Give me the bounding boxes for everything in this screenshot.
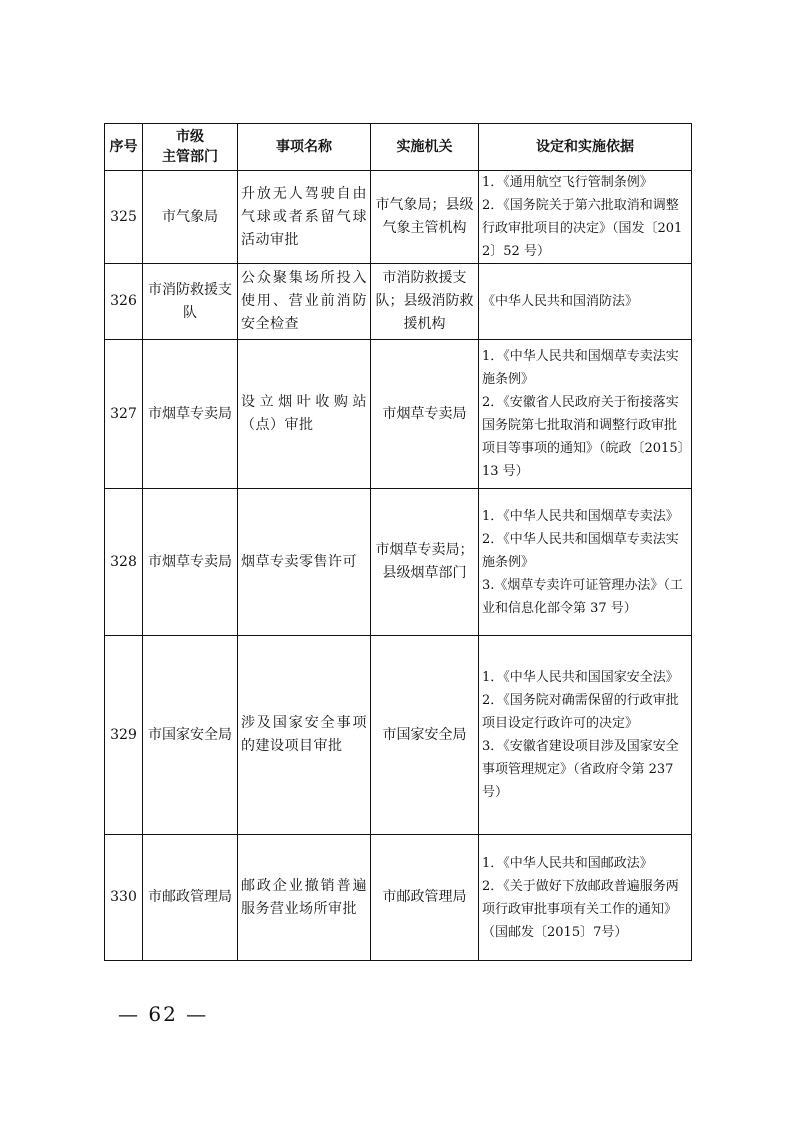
approval-items-table	[104, 123, 692, 961]
row-org: 市国家安全局	[371, 636, 479, 835]
basis-line: 1．《中华人民共和国邮政法》	[482, 855, 653, 871]
basis-line: 1．《通用航空飞行管制条例》	[482, 175, 653, 190]
table-row	[105, 340, 692, 489]
row-dept: 市消防救援支队	[143, 264, 238, 340]
header-dept	[143, 124, 238, 171]
basis-line: 2．《中华人民共和国烟草专卖法实施条例》	[482, 531, 679, 570]
table-row	[105, 636, 692, 835]
row-item-name: 邮政企业撤销普遍服务营业场所审批	[238, 835, 371, 961]
table-header-row	[105, 124, 692, 171]
basis-line: 2．《国务院对确需保留的行政审批项目设定行政许可的决定》	[482, 693, 679, 731]
row-basis	[479, 636, 692, 835]
row-item-name: 涉及国家安全事项的建设项目审批	[238, 636, 371, 835]
row-item-name: 升放无人驾驶自由气球或者系留气球活动审批	[238, 171, 371, 264]
table-row	[105, 264, 692, 340]
header-org: 实施机关	[371, 124, 479, 171]
row-item-name: 烟草专卖零售许可	[238, 489, 371, 636]
basis-line: 《中华人民共和国消防法》	[482, 294, 639, 309]
header-name: 事项名称	[238, 124, 371, 171]
row-org: 市烟草专卖局	[371, 340, 479, 489]
row-dept: 市气象局	[143, 171, 238, 264]
row-basis	[479, 489, 692, 636]
row-org: 市消防救援支队；县级消防救援机构	[371, 264, 479, 340]
table-row	[105, 489, 692, 636]
basis-line: 2．《国务院关于第六批取消和调整行政审批项目的决定》（国发〔2012〕52 号）	[482, 198, 683, 259]
row-number: 326	[105, 264, 143, 340]
basis-line: 3．《安徽省建设项目涉及国家安全事项管理规定》（省政府令第 237 号）	[482, 739, 679, 800]
row-basis	[479, 171, 692, 264]
row-dept: 市烟草专卖局	[143, 489, 238, 636]
row-dept: 市国家安全局	[143, 636, 238, 835]
basis-line: 2．《安徽省人民政府关于衔接落实国务院第七批取消和调整行政审批项目等事项的通知》（皖政〔2015〕13 号）	[482, 395, 685, 479]
table-row	[105, 835, 692, 961]
row-org: 市邮政管理局	[371, 835, 479, 961]
table-row	[105, 171, 692, 264]
header-no: 序号	[105, 124, 143, 171]
row-org: 市烟草专卖局；县级烟草部门	[371, 489, 479, 636]
row-basis	[479, 835, 692, 961]
header-basis: 设定和实施依据	[479, 124, 692, 171]
row-basis	[479, 264, 692, 340]
basis-line: 3.《烟草专卖许可证管理办法》（工业和信息化部令第 37 号）	[482, 577, 683, 616]
row-number: 329	[105, 636, 143, 835]
basis-line: 1．《中华人民共和国国家安全法》	[482, 670, 679, 685]
basis-line: 2．《关于做好下放邮政普遍服务两项行政审批事项有关工作的通知》（国邮发〔2015〕7号）	[482, 878, 679, 940]
row-number: 328	[105, 489, 143, 636]
row-number: 330	[105, 835, 143, 961]
row-basis	[479, 340, 692, 489]
row-dept: 市邮政管理局	[143, 835, 238, 961]
row-org: 市气象局；县级气象主管机构	[371, 171, 479, 264]
header-dept-line1: 市级	[176, 129, 204, 145]
header-dept-line2: 主管部门	[162, 149, 218, 165]
basis-line: 1．《中华人民共和国烟草专卖法》	[482, 508, 679, 524]
page-number: — 62 —	[118, 1002, 209, 1026]
basis-line: 1．《中华人民共和国烟草专卖法实施条例》	[482, 349, 679, 387]
row-item-name: 设立烟叶收购站（点）审批	[238, 340, 371, 489]
row-item-name: 公众聚集场所投入使用、营业前消防安全检查	[238, 264, 371, 340]
row-number: 327	[105, 340, 143, 489]
row-dept: 市烟草专卖局	[143, 340, 238, 489]
row-number: 325	[105, 171, 143, 264]
